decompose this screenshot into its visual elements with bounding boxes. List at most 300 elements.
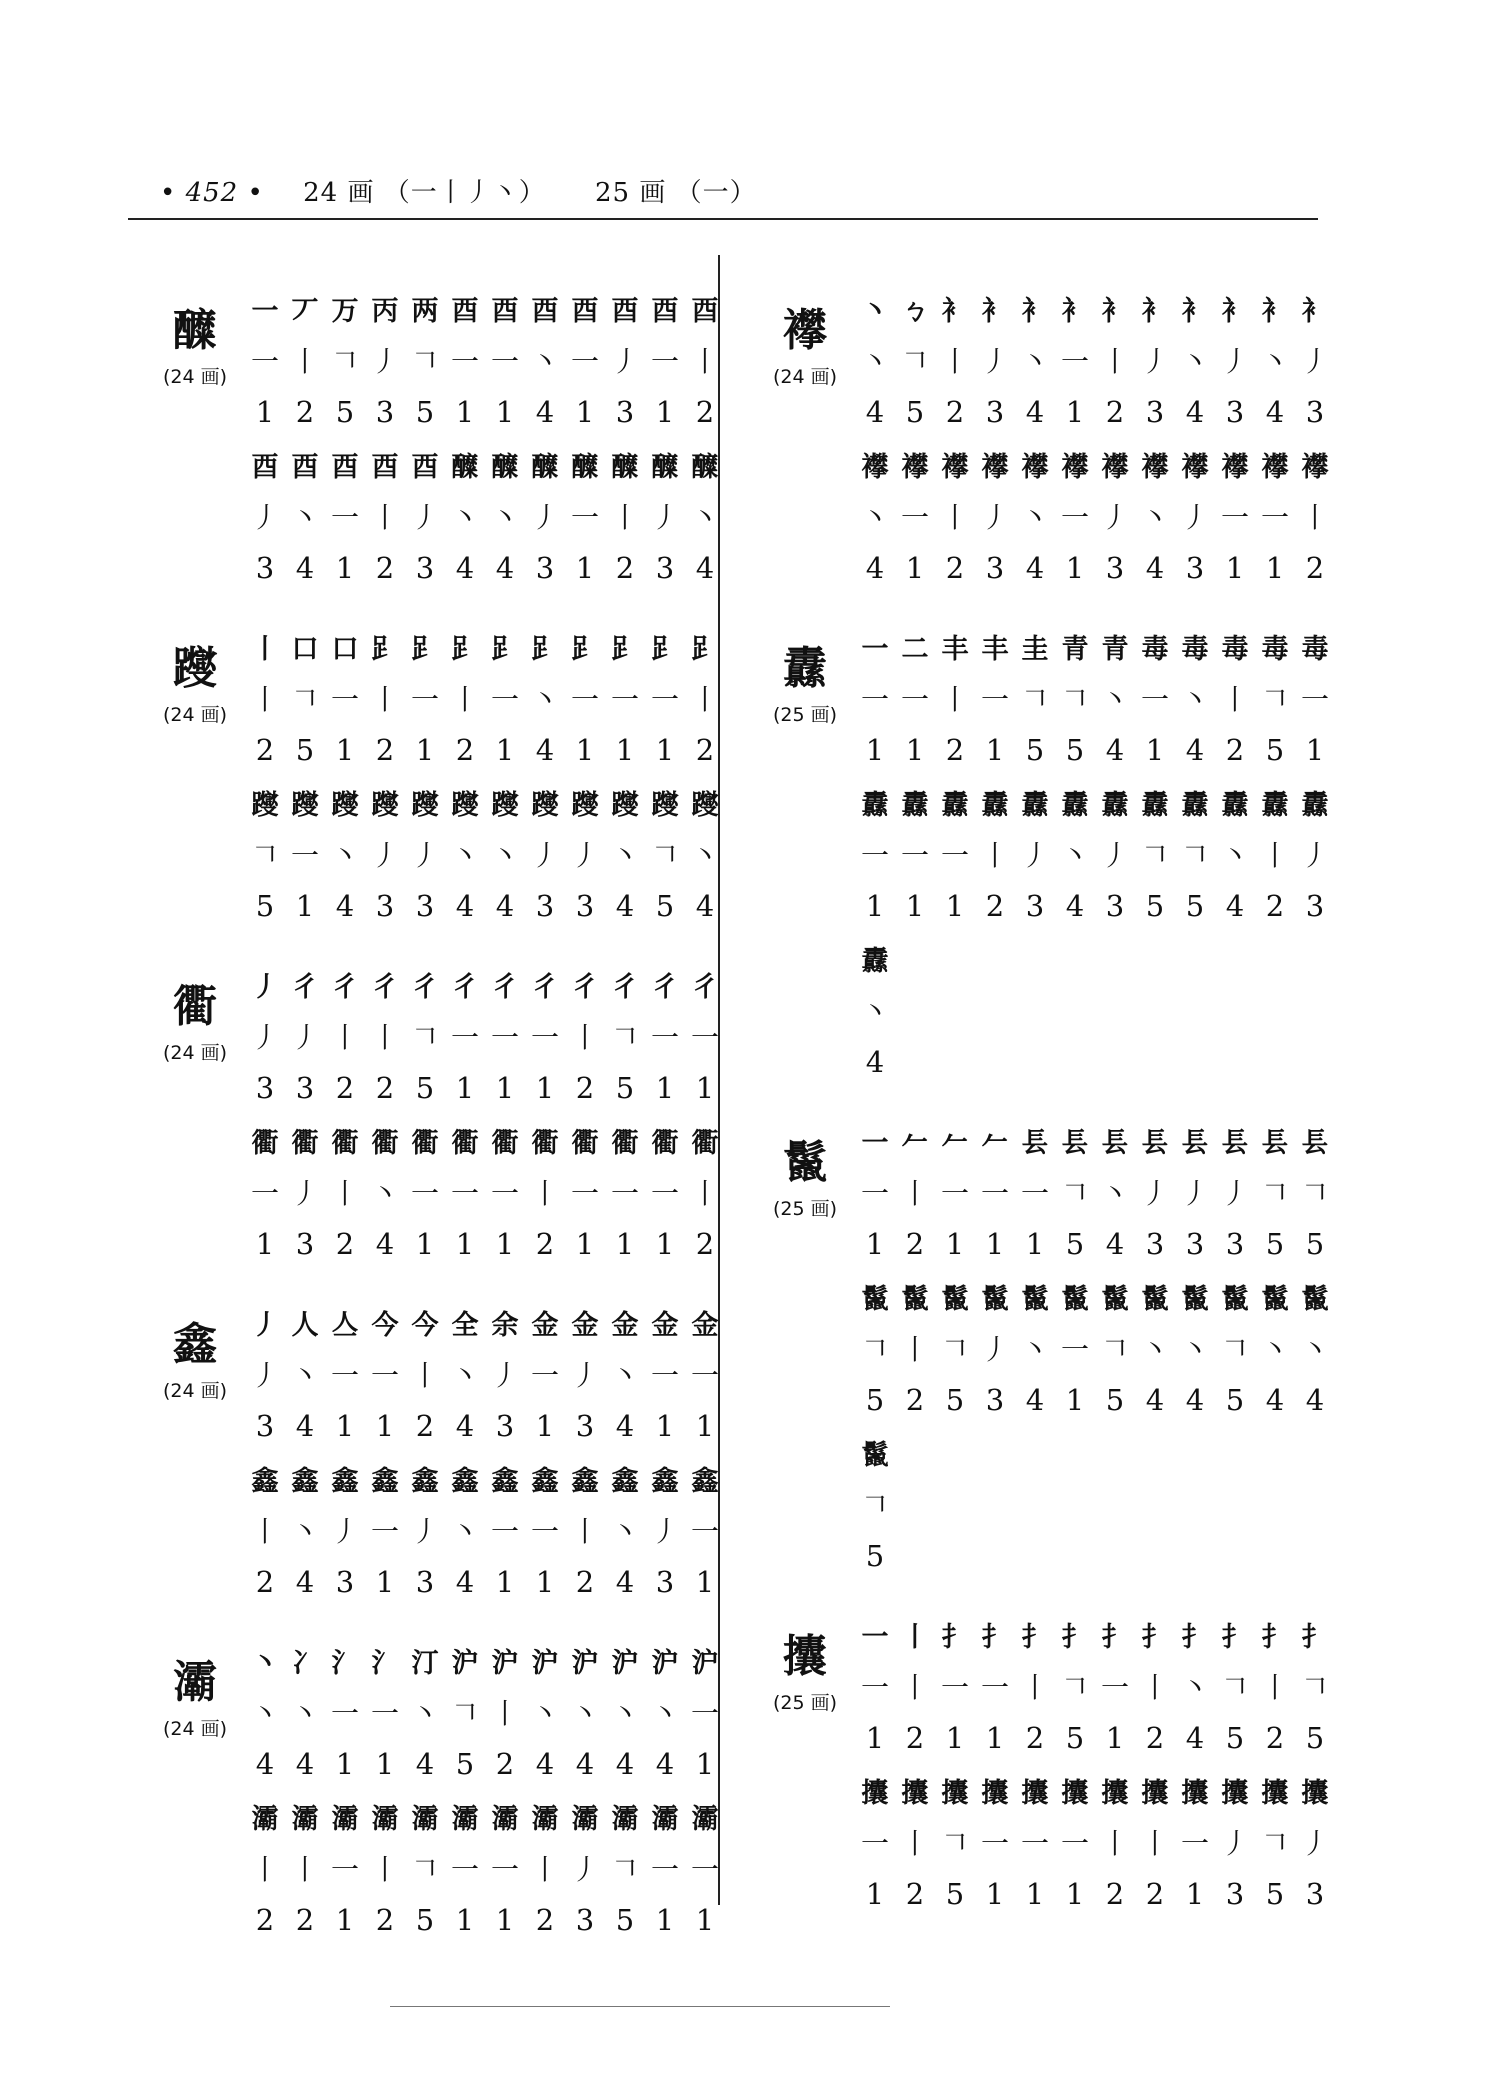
stroke-codes-row (855, 542, 1455, 594)
stroke-shape: 一 (490, 1177, 519, 1210)
stroke-shape: 丿 (1100, 501, 1129, 534)
stroke-shape: 一 (370, 1697, 399, 1730)
stroke-shapes-row (855, 1322, 1455, 1374)
partial-form: 毒 (1301, 633, 1329, 665)
stroke-code: 1 (865, 733, 885, 767)
stroke-shape: 丶 (1140, 1333, 1169, 1366)
stroke-shape: 丶 (1020, 345, 1049, 378)
partial-form: 彳 (691, 971, 719, 1003)
stroke-code: 5 (1305, 1721, 1325, 1755)
stroke-code: 2 (1105, 1877, 1125, 1911)
partial-form: 衢 (291, 1127, 319, 1159)
partial-form: 襻 (1181, 451, 1209, 483)
stroke-code: 2 (575, 1071, 595, 1105)
stroke-shape: 一 (1180, 1827, 1209, 1860)
stroke-shape: 丶 (690, 839, 719, 872)
stroke-shape: 丨 (900, 1177, 929, 1210)
stroke-code: 2 (295, 395, 315, 429)
partial-form: 金 (691, 1309, 719, 1341)
stroke-code: 4 (615, 1747, 635, 1781)
stroke-code: 1 (695, 1071, 715, 1105)
stroke-shape: 丶 (1100, 1177, 1129, 1210)
stroke-code: 1 (1145, 733, 1165, 767)
stroke-code: 1 (865, 1721, 885, 1755)
partial-form: 躞 (331, 789, 359, 821)
stroke-shape: 一 (610, 683, 639, 716)
partial-form: 丙 (371, 295, 399, 327)
stroke-code: 3 (1305, 395, 1325, 429)
stroke-shape: 一 (980, 683, 1009, 716)
progressive-forms-row (245, 1790, 845, 1842)
stroke-code: 5 (455, 1747, 475, 1781)
stroke-shape: 一 (530, 1515, 559, 1548)
partial-form: 灞 (371, 1803, 399, 1835)
stroke-shape: 𠃍 (1180, 839, 1209, 872)
stroke-sequence (855, 282, 1455, 594)
partial-form: 襻 (1141, 451, 1169, 483)
stroke-codes-row (245, 1400, 845, 1452)
partial-form: 灞 (571, 1803, 599, 1835)
partial-form: 二 (901, 633, 929, 665)
progressive-forms-row (245, 958, 845, 1010)
partial-form: 彳 (611, 971, 639, 1003)
stroke-code: 1 (1025, 1227, 1045, 1261)
partial-form: 衤 (1261, 295, 1289, 327)
stroke-code: 1 (1065, 551, 1085, 585)
partial-form: 躞 (611, 789, 639, 821)
partial-form: 冫 (291, 1647, 319, 1679)
partial-form: 纛 (941, 789, 969, 821)
partial-form: 扌 (1301, 1621, 1329, 1653)
partial-form: 灞 (651, 1803, 679, 1835)
stroke-code: 3 (1185, 1227, 1205, 1261)
stroke-code: 2 (1265, 1721, 1285, 1755)
stroke-shape: 𠃍 (940, 1333, 969, 1366)
partial-form: 躞 (251, 789, 279, 821)
stroke-code: 1 (865, 1877, 885, 1911)
partial-form: 攮 (981, 1777, 1009, 1809)
stroke-code: 4 (1225, 889, 1245, 923)
stroke-shape: 𠃍 (1140, 839, 1169, 872)
stroke-code: 3 (535, 551, 555, 585)
partial-form: 鑫 (411, 1465, 439, 1497)
stroke-shape: 𠃍 (410, 345, 439, 378)
stroke-shape: 一 (290, 839, 319, 872)
stroke-shapes-row (855, 672, 1455, 724)
partial-form: 丶 (251, 1647, 279, 1679)
stroke-code: 1 (985, 733, 1005, 767)
stroke-codes-row (245, 1894, 845, 1946)
partial-form: 沪 (691, 1647, 719, 1679)
stroke-code: 1 (695, 1565, 715, 1599)
stroke-code: 1 (695, 1747, 715, 1781)
stroke-code: 3 (575, 1903, 595, 1937)
stroke-shape: 一 (450, 1853, 479, 1886)
partial-form: 镸 (1141, 1127, 1169, 1159)
progressive-forms-row (855, 1426, 1455, 1478)
stroke-code: 3 (415, 889, 435, 923)
entry-stroke-count: (25 画) (772, 1198, 838, 1220)
stroke-code: 2 (375, 1071, 395, 1105)
stroke-shape: 𠃍 (250, 839, 279, 872)
stroke-code: 5 (1265, 733, 1285, 767)
partial-form: 彳 (491, 971, 519, 1003)
partial-form: 𧾷 (651, 633, 679, 665)
stroke-code: 1 (495, 1227, 515, 1261)
stroke-code: 4 (1305, 1383, 1325, 1417)
stroke-shape: 丶 (610, 1515, 639, 1548)
stroke-shape: 丨 (1220, 683, 1249, 716)
stroke-shape: 丿 (1220, 345, 1249, 378)
stroke-shape: 𠃍 (410, 1853, 439, 1886)
partial-form: 衤 (1061, 295, 1089, 327)
stroke-code: 2 (255, 1903, 275, 1937)
stroke-shape: 丨 (610, 501, 639, 534)
partial-form: 鬣 (1261, 1283, 1289, 1315)
partial-form: 酉 (291, 451, 319, 483)
stroke-code: 2 (295, 1903, 315, 1937)
partial-form: 衤 (1301, 295, 1329, 327)
stroke-shape: 丿 (290, 1021, 319, 1054)
partial-form: 沪 (491, 1647, 519, 1679)
stroke-shape: 丿 (530, 501, 559, 534)
partial-form: 灞 (691, 1803, 719, 1835)
stroke-code: 3 (1225, 1227, 1245, 1261)
stroke-shape: 一 (650, 1359, 679, 1392)
stroke-shape: 一 (1020, 1827, 1049, 1860)
partial-form: 毒 (1141, 633, 1169, 665)
stroke-code: 3 (985, 551, 1005, 585)
stroke-shape: 𠃍 (1100, 1333, 1129, 1366)
partial-form: 鑫 (451, 1465, 479, 1497)
stroke-code: 2 (945, 395, 965, 429)
page-header (160, 172, 757, 209)
stroke-code: 1 (615, 1227, 635, 1261)
stroke-shapes-row (855, 828, 1455, 880)
partial-form: 鬣 (861, 1283, 889, 1315)
stroke-code: 1 (495, 1903, 515, 1937)
stroke-shape: 丨 (490, 1697, 519, 1730)
stroke-code: 2 (1145, 1721, 1165, 1755)
stroke-shape: 𠃍 (1060, 683, 1089, 716)
stroke-code: 1 (1065, 1877, 1085, 1911)
stroke-shape: 丿 (1220, 1827, 1249, 1860)
stroke-shape: 丨 (570, 1515, 599, 1548)
partial-form: 镸 (1221, 1127, 1249, 1159)
stroke-code: 2 (375, 1903, 395, 1937)
stroke-codes-row (245, 724, 845, 776)
stroke-shape: 丨 (250, 1515, 279, 1548)
partial-form: 沪 (571, 1647, 599, 1679)
partial-form: 灞 (411, 1803, 439, 1835)
stroke-codes-row (855, 1374, 1455, 1426)
partial-form: 襻 (1061, 451, 1089, 483)
stroke-shape: 𠃍 (1060, 1671, 1089, 1704)
stroke-shape: 丨 (570, 1021, 599, 1054)
stroke-shape: 丨 (530, 1853, 559, 1886)
stroke-shape: 一 (330, 1697, 359, 1730)
stroke-code: 2 (1025, 1721, 1045, 1755)
partial-form: 襻 (941, 451, 969, 483)
partial-form: 衢 (651, 1127, 679, 1159)
stroke-code: 1 (415, 1227, 435, 1261)
stroke-code: 2 (615, 551, 635, 585)
stroke-shape: 𠃍 (1300, 1177, 1329, 1210)
progressive-forms-row (245, 1452, 845, 1504)
stroke-code: 4 (1185, 395, 1205, 429)
stroke-code: 5 (1025, 733, 1045, 767)
stroke-shape: 一 (530, 1021, 559, 1054)
stroke-shape: 丶 (530, 1697, 559, 1730)
stroke-code: 5 (1225, 1721, 1245, 1755)
entry-heading (755, 1632, 855, 1715)
partial-form: 丨 (901, 1621, 929, 1653)
stroke-shape: 一 (900, 683, 929, 716)
stroke-code: 3 (415, 551, 435, 585)
stroke-shape: 𠃍 (1220, 1333, 1249, 1366)
entry-stroke-count: (24 画) (772, 366, 838, 388)
stroke-code: 3 (655, 1565, 675, 1599)
stroke-shape: 一 (450, 1021, 479, 1054)
stroke-code: 2 (575, 1565, 595, 1599)
entry-stroke-count: (25 画) (772, 704, 838, 726)
partial-form: 襻 (861, 451, 889, 483)
stroke-shape: 丶 (290, 1359, 319, 1392)
stroke-shape: 丨 (1140, 1671, 1169, 1704)
stroke-shape: 一 (1220, 501, 1249, 534)
stroke-shape: 一 (690, 1515, 719, 1548)
partial-form: 攮 (1221, 1777, 1249, 1809)
stroke-shape: 丨 (450, 683, 479, 716)
stroke-code: 1 (375, 1565, 395, 1599)
stroke-code: 1 (455, 1227, 475, 1261)
stroke-shape: 𠃍 (1260, 1827, 1289, 1860)
entry-heading (145, 1320, 245, 1403)
stroke-code: 4 (1185, 1383, 1205, 1417)
stroke-shape: 一 (370, 1515, 399, 1548)
partial-form: 鑫 (491, 1465, 519, 1497)
stroke-code: 1 (335, 1409, 355, 1443)
stroke-code: 1 (495, 733, 515, 767)
stroke-shape: 丿 (250, 1021, 279, 1054)
stroke-shape: 丿 (370, 345, 399, 378)
stroke-shape: 丶 (860, 995, 889, 1028)
stroke-code: 1 (575, 1227, 595, 1261)
stroke-code: 2 (535, 1903, 555, 1937)
partial-form: 衢 (371, 1127, 399, 1159)
stroke-code: 3 (255, 1409, 275, 1443)
partial-form: 攮 (1181, 1777, 1209, 1809)
stroke-code: 3 (1145, 395, 1165, 429)
partial-form: 鬣 (1181, 1283, 1209, 1315)
stroke-code: 3 (1025, 889, 1045, 923)
stroke-shape: 一 (980, 1671, 1009, 1704)
stroke-code: 1 (375, 1409, 395, 1443)
stroke-sequence (855, 1608, 1455, 1920)
stroke-shape: 丨 (1300, 501, 1329, 534)
entry-heading (755, 644, 855, 727)
stroke-range-start: 24 画 （一丨丿丶） (303, 178, 546, 208)
stroke-code: 4 (1265, 1383, 1285, 1417)
stroke-shape: 一 (330, 1853, 359, 1886)
stroke-code: 1 (575, 395, 595, 429)
stroke-shapes-row (855, 490, 1455, 542)
stroke-shape: 一 (330, 1359, 359, 1392)
stroke-code: 1 (1225, 551, 1245, 585)
stroke-code: 4 (535, 1747, 555, 1781)
partial-form: 扌 (1021, 1621, 1049, 1653)
stroke-code: 1 (535, 1565, 555, 1599)
stroke-code: 4 (295, 1409, 315, 1443)
stroke-shape: 丨 (370, 1021, 399, 1054)
partial-form: 𧾷 (531, 633, 559, 665)
stroke-code: 4 (695, 889, 715, 923)
partial-form: 今 (411, 1309, 439, 1341)
partial-form: 金 (611, 1309, 639, 1341)
stroke-shape: 丶 (450, 501, 479, 534)
stroke-shape: 丶 (530, 345, 559, 378)
partial-form: 酉 (571, 295, 599, 327)
stroke-shapes-row (855, 1660, 1455, 1712)
stroke-shape: 一 (690, 1359, 719, 1392)
stroke-codes-row (245, 386, 845, 438)
stroke-code: 2 (945, 551, 965, 585)
stroke-shapes-row (245, 1504, 845, 1556)
stroke-shape: 丶 (290, 501, 319, 534)
stroke-shape: 丨 (980, 839, 1009, 872)
stroke-shape: 丶 (250, 1697, 279, 1730)
stroke-code: 5 (865, 1539, 885, 1573)
partial-form: 酉 (451, 295, 479, 327)
partial-form: 躞 (291, 789, 319, 821)
partial-form: 鑫 (251, 1465, 279, 1497)
stroke-shape: 一 (570, 345, 599, 378)
stroke-code: 4 (1025, 395, 1045, 429)
partial-form: 酉 (371, 451, 399, 483)
stroke-shape: 一 (610, 1177, 639, 1210)
partial-form: 衢 (331, 1127, 359, 1159)
stroke-shape: 丿 (1140, 1177, 1169, 1210)
progressive-forms-row (855, 282, 1455, 334)
partial-form: 一 (251, 295, 279, 327)
stroke-shape: 一 (330, 683, 359, 716)
stroke-code: 1 (905, 733, 925, 767)
stroke-shape: 丨 (900, 1827, 929, 1860)
stroke-shape: 丶 (1060, 839, 1089, 872)
entry-character: 鬣 (783, 1137, 827, 1188)
stroke-code: 1 (985, 1877, 1005, 1911)
partial-form: 沪 (531, 1647, 559, 1679)
partial-form: 鬣 (1021, 1283, 1049, 1315)
partial-form: 纛 (861, 945, 889, 977)
stroke-shape: 丨 (290, 345, 319, 378)
entry-character: 衢 (173, 981, 217, 1032)
stroke-code: 5 (415, 1071, 435, 1105)
stroke-code: 3 (1225, 1877, 1245, 1911)
stroke-code: 1 (335, 1747, 355, 1781)
partial-form: 扌 (981, 1621, 1009, 1653)
progressive-forms-row (855, 932, 1455, 984)
stroke-shape: 一 (410, 1177, 439, 1210)
stroke-code: 5 (415, 1903, 435, 1937)
stroke-code: 3 (575, 889, 595, 923)
progressive-forms-row (245, 1296, 845, 1348)
stroke-code: 5 (335, 395, 355, 429)
stroke-shape: 丿 (250, 1359, 279, 1392)
stroke-code: 5 (1065, 1721, 1085, 1755)
stroke-code: 5 (655, 889, 675, 923)
stroke-shape: 一 (490, 1515, 519, 1548)
stroke-shape: 𠃍 (1300, 1671, 1329, 1704)
partial-form: 躞 (531, 789, 559, 821)
stroke-shape: 丨 (1260, 1671, 1289, 1704)
partial-form: 攮 (1261, 1777, 1289, 1809)
partial-form: 灞 (291, 1803, 319, 1835)
partial-form: 纛 (1061, 789, 1089, 821)
stroke-shape: 丨 (690, 345, 719, 378)
stroke-shape: 丿 (570, 1853, 599, 1886)
stroke-shape: 𠃍 (650, 839, 679, 872)
partial-form: 攮 (1301, 1777, 1329, 1809)
stroke-code: 5 (1065, 733, 1085, 767)
stroke-code: 2 (905, 1721, 925, 1755)
stroke-code: 1 (655, 1903, 675, 1937)
partial-form: 灞 (491, 1803, 519, 1835)
stroke-code: 3 (415, 1565, 435, 1599)
partial-form: 醾 (571, 451, 599, 483)
stroke-code: 1 (1105, 1721, 1125, 1755)
partial-form: 衢 (451, 1127, 479, 1159)
stroke-code: 1 (295, 889, 315, 923)
stroke-shape: 丶 (490, 839, 519, 872)
stroke-code: 1 (1065, 395, 1085, 429)
stroke-shape: 一 (900, 501, 929, 534)
stroke-code: 4 (615, 1565, 635, 1599)
stroke-shapes-row (245, 1842, 845, 1894)
stroke-code: 1 (695, 1409, 715, 1443)
stroke-shape: 丨 (250, 683, 279, 716)
stroke-shape: 丿 (570, 839, 599, 872)
stroke-code: 1 (375, 1747, 395, 1781)
partial-form: 灞 (611, 1803, 639, 1835)
partial-form: 鬣 (1101, 1283, 1129, 1315)
stroke-codes-row (245, 1556, 845, 1608)
stroke-shape: 丿 (980, 1333, 1009, 1366)
progressive-forms-row (855, 620, 1455, 672)
partial-form: 沪 (451, 1647, 479, 1679)
stroke-code: 1 (905, 551, 925, 585)
stroke-code: 3 (1105, 889, 1125, 923)
partial-form: 躞 (651, 789, 679, 821)
stroke-code: 1 (535, 1071, 555, 1105)
stroke-shape: 丨 (330, 1177, 359, 1210)
stroke-code: 1 (535, 1409, 555, 1443)
stroke-shape: 丶 (1140, 501, 1169, 534)
stroke-shape: 𠃍 (1020, 683, 1049, 716)
stroke-shape: 丨 (370, 1853, 399, 1886)
stroke-code: 5 (945, 1383, 965, 1417)
partial-form: 衤 (981, 295, 1009, 327)
stroke-shapes-row (855, 334, 1455, 386)
stroke-shape: 一 (860, 1671, 889, 1704)
stroke-code: 4 (1265, 395, 1285, 429)
stroke-codes-row (855, 1036, 1455, 1088)
partial-form: 酉 (651, 295, 679, 327)
partial-form: 纛 (1301, 789, 1329, 821)
progressive-forms-row (855, 1764, 1455, 1816)
stroke-code: 2 (535, 1227, 555, 1261)
stroke-shape: 一 (570, 1177, 599, 1210)
